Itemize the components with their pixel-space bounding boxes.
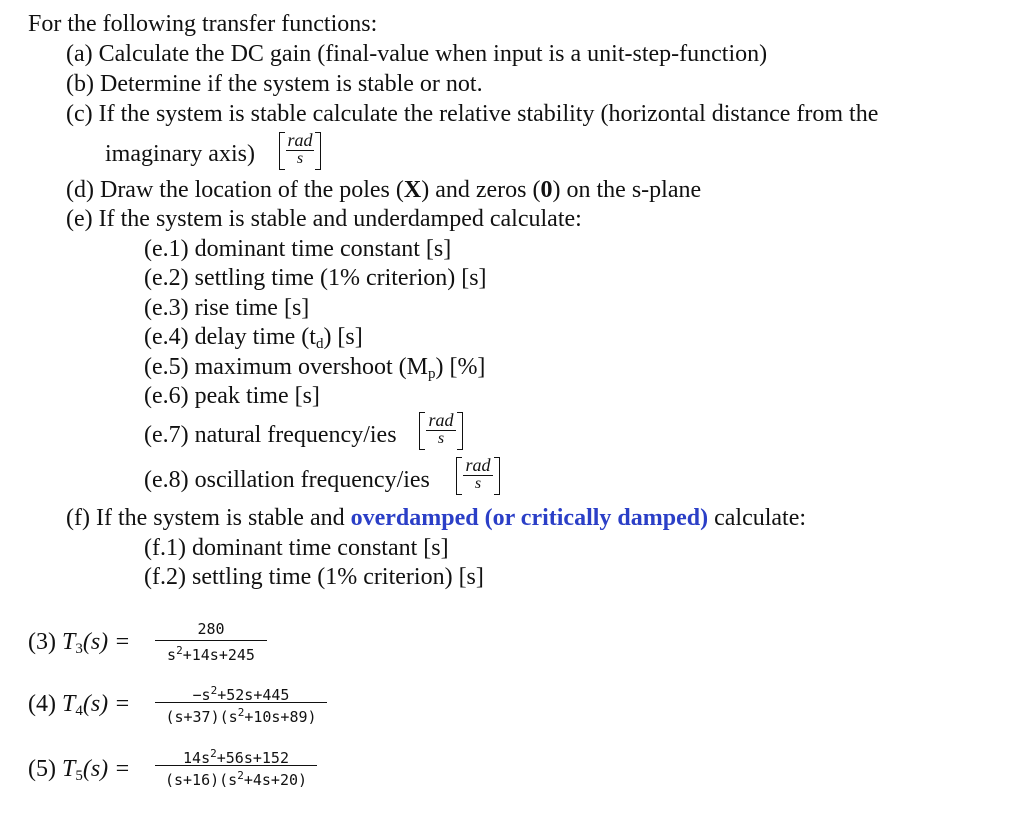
item-f1: (f.1) dominant time constant [s] [144, 535, 449, 561]
item-e6: (e.6) peak time [s] [144, 383, 320, 409]
equation-4-numerator: $-s^2+52s+445$ [192, 684, 290, 704]
item-f2: (f.2) settling time (1% criterion) [s] [144, 564, 484, 590]
item-f: (f) If the system is stable and overdamped (or critically damped) calculate: [66, 505, 807, 531]
item-e5: (e.5) maximum overshoot $(M_p)$ [%] [144, 354, 486, 382]
equation-5-lhs: (5) $T_5(s)$ = [28, 756, 131, 784]
unit-rad-per-s-e8: rad s [456, 457, 500, 495]
intro-text: For the following transfer functions: [28, 11, 378, 37]
item-e7: (e.7) natural frequency/ies [144, 422, 397, 448]
item-c-line1: (c) If the system is stable calculate the relative stability (horizontal distance from the [66, 101, 879, 127]
item-e3: (e.3) rise time [s] [144, 295, 310, 321]
equation-5-denominator: $(s+16)(s^2+4s+20)$ [164, 769, 308, 789]
item-a: (a) Calculate the DC gain (final-value when input is a unit-step-function) [66, 41, 768, 67]
equation-3-numerator: 280 [197, 620, 225, 638]
equation-3-fraction [155, 620, 267, 666]
unit-rad-per-s-e7: rad s [419, 412, 463, 450]
equation-4-lhs: (4) $T_4(s)$ = [28, 691, 131, 719]
item-e8: (e.8) oscillation frequency/ies [144, 467, 430, 493]
item-d: (d) Draw the location of the poles (X) and zeros (0) on the s-plane [66, 177, 702, 203]
item-e1: (e.1) dominant time constant [s] [144, 236, 452, 262]
equation-3-denominator: $s^2+14s+245$ [167, 644, 255, 664]
item-b: (b) Determine if the system is stable or not. [66, 71, 483, 97]
item-e: (e) If the system is stable and underdamped calculate: [66, 206, 582, 232]
equation-4-fraction [155, 682, 327, 728]
item-e2: (e.2) settling time (1% criterion) [s] [144, 265, 487, 291]
equation-5-numerator: $14s^2+56s+152$ [183, 747, 289, 767]
unit-rad-per-s-c: rad s [279, 132, 321, 170]
highlight-overdamped: overdamped (or critically damped) [350, 505, 709, 531]
equation-3-lhs: (3) $T_3(s)$ = [28, 629, 131, 657]
item-e4: (e.4) delay time $(t_d)$ [s] [144, 324, 363, 352]
equation-4-denominator: $(s+37)(s^2+10s+89)$ [165, 706, 317, 726]
item-c-line2: imaginary axis) [105, 141, 255, 167]
equation-5-fraction [155, 745, 317, 791]
